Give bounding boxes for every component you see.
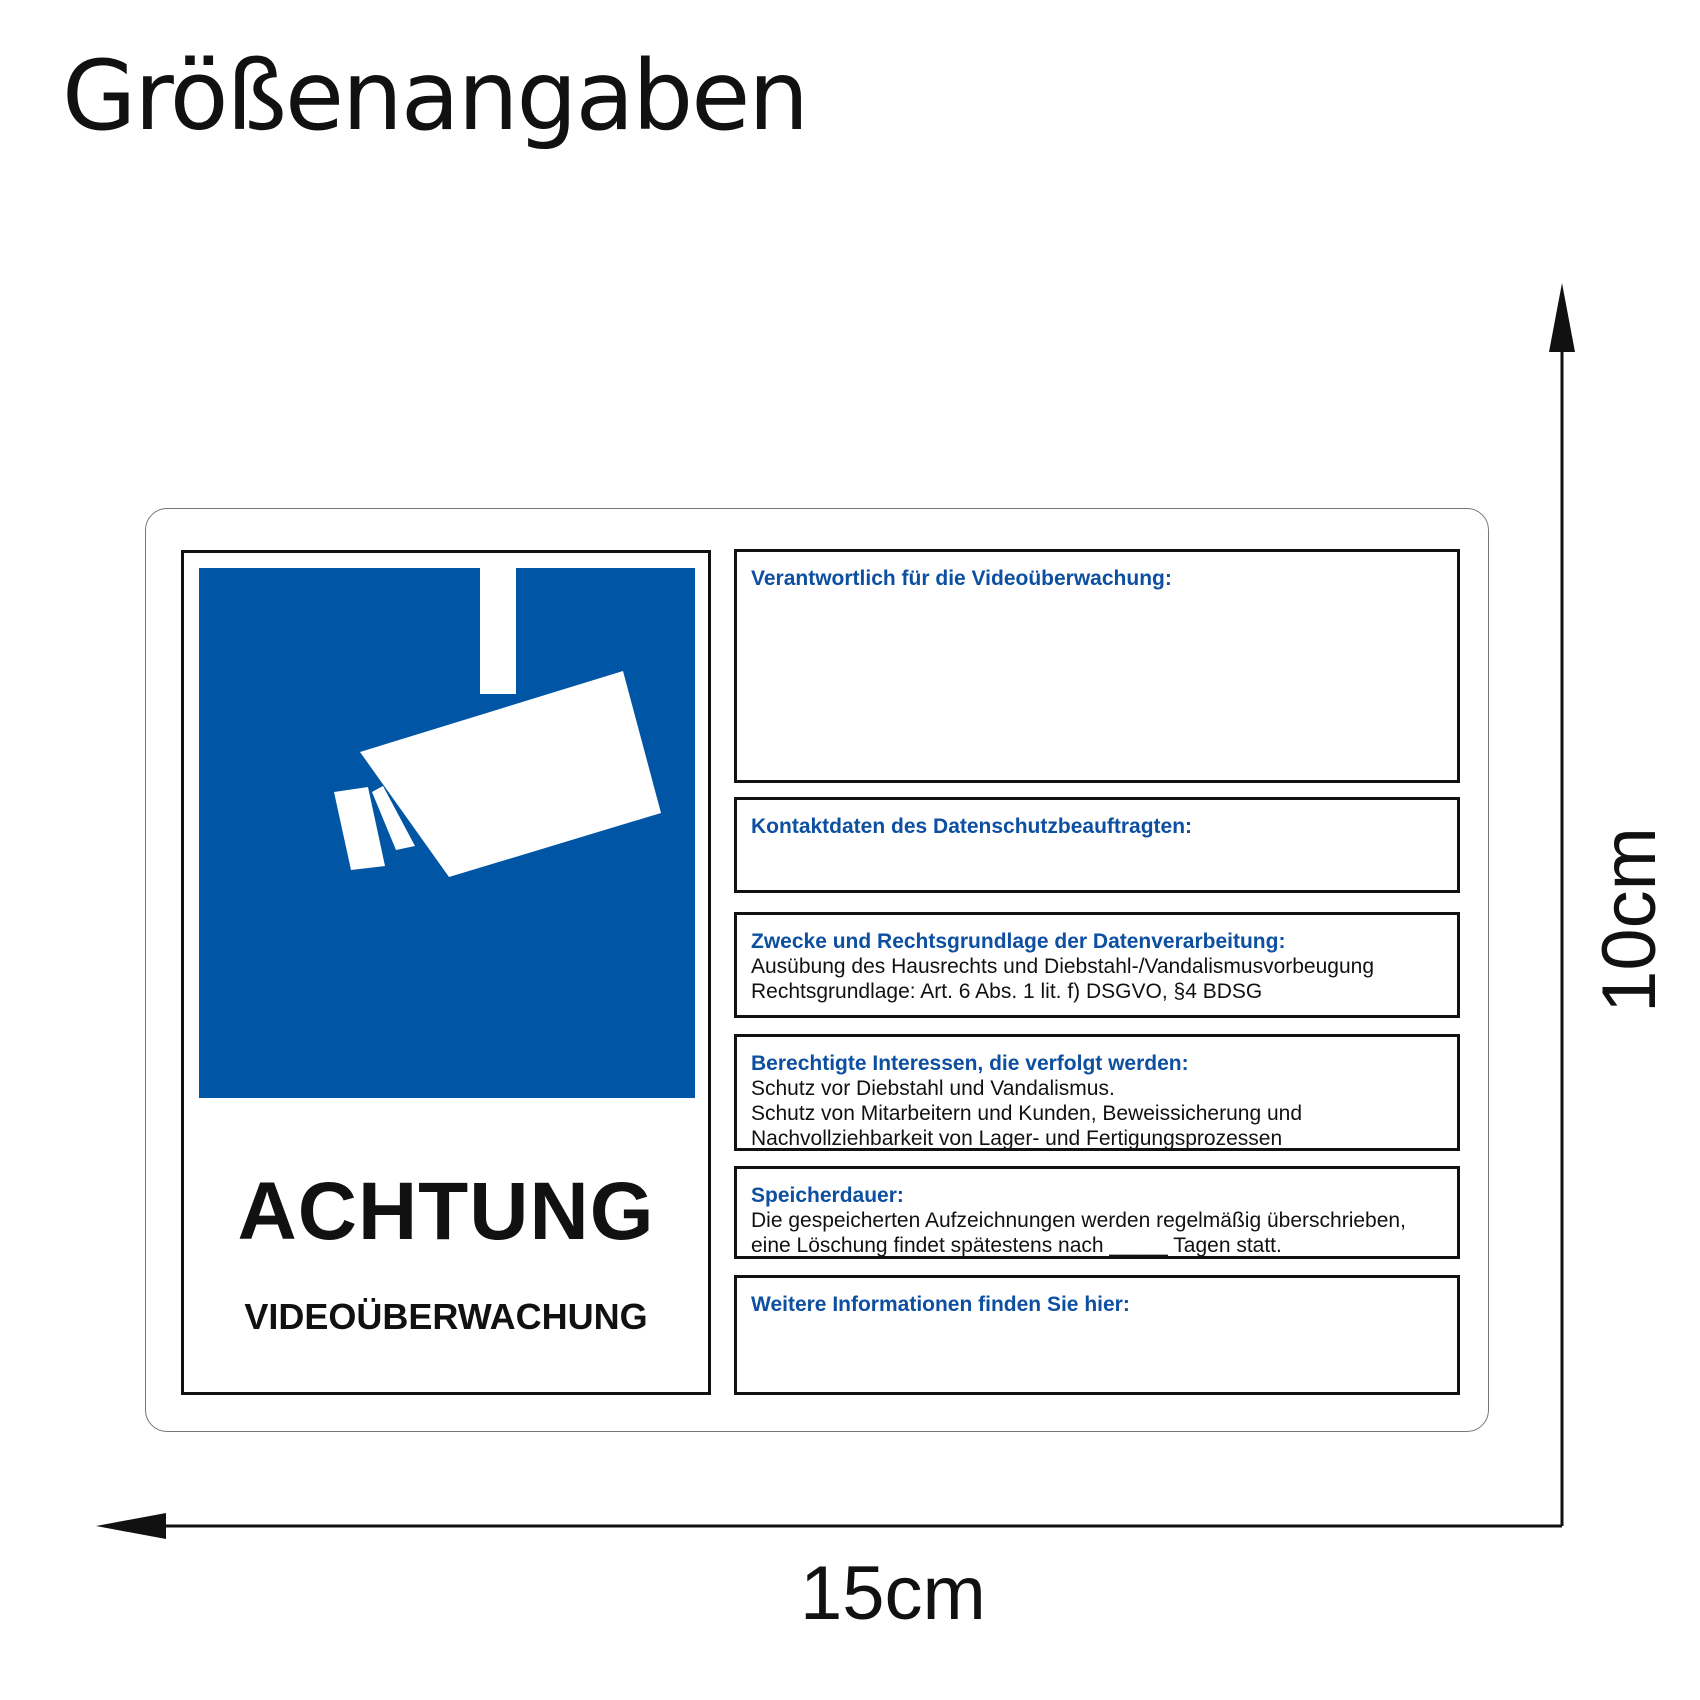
vertical-dimension-arrow: [1549, 283, 1575, 1526]
field-title: Berechtigte Interessen, die verfolgt werden:: [751, 1052, 1189, 1075]
warning-subtitle: VIDEOÜBERWACHUNG: [244, 1296, 648, 1337]
field-interests: [734, 1034, 1460, 1151]
warning-panel: [181, 550, 711, 1395]
field-text: Schutz von Mitarbeitern und Kunden, Beweissicherung und: [751, 1102, 1303, 1125]
field-text: Ausübung des Hausrechts und Diebstahl-/Vandalismusvorbeugung: [751, 955, 1374, 978]
field-title: Weitere Informationen finden Sie hier:: [751, 1293, 1130, 1316]
surveillance-camera-icon: [199, 568, 695, 1098]
field-text: Schutz vor Diebstahl und Vandalismus.: [751, 1077, 1115, 1100]
field-dpo-contact: [734, 797, 1460, 893]
height-label: 10cm: [1587, 827, 1672, 1013]
field-text: Rechtsgrundlage: Art. 6 Abs. 1 lit. f) DSGVO, §4 BDSG: [751, 980, 1263, 1003]
field-text: Nachvollziehbarkeit von Lager- und Fertigungsprozessen: [751, 1127, 1283, 1150]
warning-title: ACHTUNG: [237, 1166, 655, 1257]
field-retention: [734, 1166, 1460, 1259]
field-text: Die gespeicherten Aufzeichnungen werden regelmäßig überschrieben,: [751, 1209, 1406, 1232]
field-title: Verantwortlich für die Videoüberwachung:: [751, 567, 1172, 590]
field-title: Zwecke und Rechtsgrundlage der Datenverarbeitung:: [751, 930, 1286, 953]
field-purposes: [734, 912, 1460, 1018]
width-label: 15cm: [800, 1551, 986, 1636]
field-text: eine Löschung findet spätestens nach _____ Tagen statt.: [751, 1234, 1282, 1257]
field-responsible: [734, 549, 1460, 783]
page-heading: Größenangaben: [62, 40, 808, 152]
field-title: Kontaktdaten des Datenschutzbeauftragten:: [751, 815, 1193, 838]
field-title: Speicherdauer:: [751, 1184, 904, 1207]
horizontal-dimension-arrow: [96, 1513, 1562, 1539]
sign-outline: [145, 508, 1489, 1432]
field-more-info: [734, 1275, 1460, 1395]
